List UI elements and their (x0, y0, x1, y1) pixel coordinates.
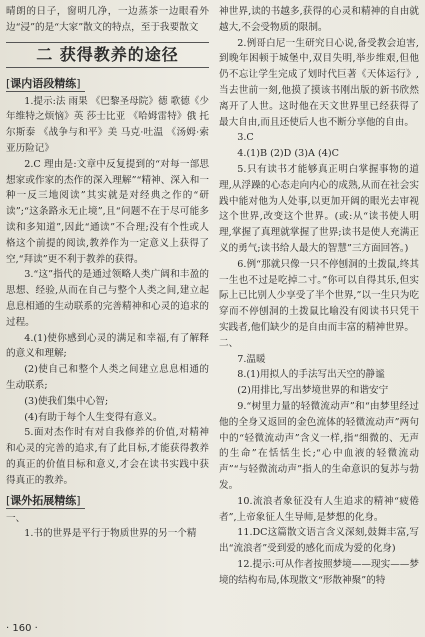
extra-answer-1: 1.书的世界是平行于物质世界的另一个精 (24, 528, 197, 540)
extra-heading-text: 课外拓展精练 (10, 493, 77, 507)
in-class-heading: [课内语段精练] (6, 76, 85, 92)
answer-5: 5.面对杰作时有对自我修养的价值,对精神和心灵的完善的追求,有了此目标,才能获得教养的真正的价值目标和意义,才会在读书实践中获得真正的教养。 (6, 427, 209, 486)
answer-4-3: (3)使我们集中心智; (24, 395, 109, 407)
page-number: · 160 · (6, 623, 38, 634)
in-class-heading-text: 课内语段精练 (10, 76, 77, 90)
right-answer-3: 3.C (237, 132, 254, 144)
right-answer-10: 10.流浪者象征没有人生追求的精神“疲倦者”,上帝象征人生导师,是梦想的化身。 (219, 495, 419, 523)
answer-1: 1.提示:法 雨果 《巴黎圣母院》德 歌德《少年维特之烦恼》英 莎士比亚 《哈姆雷特》俄 托尔斯泰 《战争与和平》美 马克·吐温 《汤姆·索亚历险记》 (6, 95, 209, 154)
right-answer-12: 12.提示:可从作者按照梦境——现实——梦境的结构布局,体现散文“形散神聚”的特 (219, 558, 419, 586)
answer-4-1: 4.(1)使你感到心灵的满足和幸福,有了解释的意义和理解; (6, 332, 209, 360)
section-title: 二 获得教养的途径 (6, 42, 209, 68)
right-answer-11: 11.DC这篇散文语言含义深刻,鼓舞丰富,写出“流浪者”受到爱的感化而成为爱的化身) (219, 527, 419, 555)
right-answer-1-cont: 神世界,读的书越多,获得的心灵和精神的自由就越大,不会受物质的限制。 (219, 6, 419, 33)
right-answer-6: 6.例“那就只像一只不停刨洞的土拨鼠,终其一生也不过是吃掉二寸。”你可以自得其乐,但实际上已比别人少享受了半个世界,”以一生只为吃穿而不停刨洞的土拨鼠比喻没有阅读书只凭干实践者,他们缺少的是自由而丰富的精神世界。 (219, 258, 419, 333)
right-answer-4: 4.(1)B (2)D (3)A (4)C (237, 148, 339, 160)
right-column (219, 4, 419, 588)
answer-3: 3.“这”指代的是通过领略人类广阔和丰盈的思想、经验,从而在自己与整个人类之间,建立起息息相通的生动联系的完善精神和心灵的追求的过程。 (6, 269, 209, 328)
right-answer-7: 7.温暖 (237, 353, 266, 365)
left-column (6, 4, 209, 542)
answer-4-4: (4)有助于每个人生变得有意义。 (24, 411, 163, 423)
right-part-2-label: 二、 (219, 337, 239, 349)
intro-paragraph: 晴朗的日子，窗明几净，一边蒸茶一边眼看外边“浸”的是“大家”散文的特点，至于我要散文 (6, 6, 209, 33)
answer-2: 2.C 理由是:文章中反复提到的“对每一部思想家或作家的杰作的深入理解”“精神、深入和一种一反三地阅读”其实就是对经典之作的“研读”;“这条路永无止境”,且“问题不在于尽可能多读和多知道”,因此“通读”不合理;没有个性或人格这个前提的阅读,教养作为一定意义上获得了空,“拜读”更不利于教养的获得。 (6, 158, 209, 265)
right-answer-8-1: 8.(1)用拟人的手法写出天空的静谧 (237, 369, 385, 381)
right-answer-2: 2.例哥白尼一生研究日心说,备受教会迫害,到晚年困顿于城堡中,双目失明,举步维艰,但他仍不忘让学生完成了划时代巨著《天体运行》,当去世前一刻,他摸了摸该书刚出版的新书欣然离开了人世。这时他在天文世界里已经获得了最大自由,而且还使后人也不断分享他的自由。 (219, 37, 419, 128)
extra-heading: [课外拓展精练] (6, 493, 85, 509)
answer-4-2: (2)使自己和整个人类之间建立息息相通的生动联系; (6, 364, 209, 391)
right-answer-8-2: (2)用排比,写出梦境世界的和谐安宁 (237, 385, 389, 397)
right-answer-5: 5.只有读书才能够真正明白掌握事物的道理,从浮躁的心态走向内心的成熟,从而在社会实践中能对他为人处事,以更加开阔的眼光去审视这个世界,改变这个世界。(或:从“读书使人明理,掌握了真理就掌握了世界;读书是使人充满正义的勇气;读书给人最大的智慧”三方面回答。) (219, 163, 419, 254)
extra-sub-label: 一、 (6, 512, 26, 524)
right-answer-9: 9.“树里力量的轻微流动声”和“由梦里经过他的全身又返回的金色流体的轻微流动声”两句中的“轻微流动声”含义一样,指“细微的、无声的生命”在恬恬生长;“心中血液的轻微流动声”“与轻微流动声”指人的生命意识的复苏与勃发。 (219, 400, 419, 491)
